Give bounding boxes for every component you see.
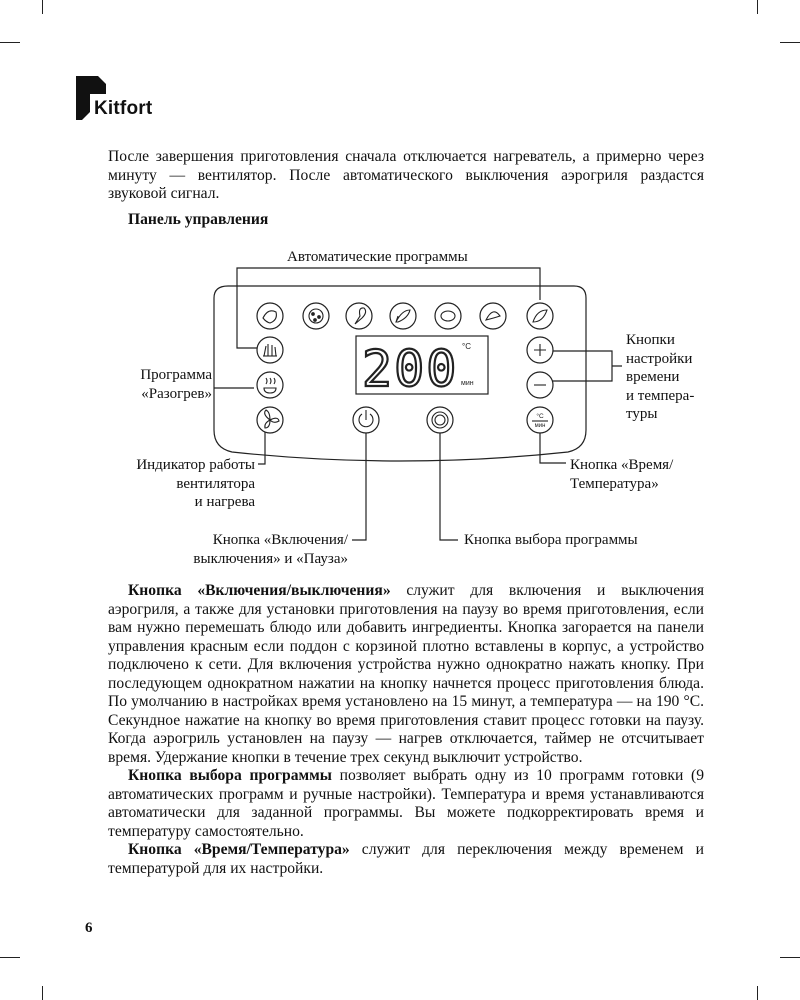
intro-paragraph: После завершения приготовления сначала отключается нагреватель, а примерно через минуту — вентилятор. После автоматического выключения аэрогриля раздастся звуковой сигнал.	[108, 148, 704, 202]
program-chicken-leg-button[interactable]	[346, 303, 372, 329]
label-preheat-line2: «Разогрев»	[141, 385, 212, 402]
program-fries-button[interactable]	[257, 337, 283, 363]
program-croissant-button[interactable]	[480, 303, 506, 329]
label-fan-line2: вентилятора	[176, 475, 255, 492]
label-tt-line1: Кнопка «Время/	[570, 457, 674, 473]
label-time-temp-adjust	[626, 331, 694, 424]
unit-celsius: °C	[462, 342, 471, 351]
label-fan-line3: и нагрева	[194, 494, 255, 510]
body-text	[108, 582, 704, 878]
term-power-button: Кнопка «Включения/выключения»	[128, 582, 391, 599]
term-time-temp-button: Кнопка «Время/Температура»	[128, 841, 350, 858]
label-time-temp-button	[570, 456, 673, 493]
program-pizza-button[interactable]	[303, 303, 329, 329]
label-auto-programs: Автоматические программы	[287, 249, 468, 265]
program-select-button[interactable]	[427, 407, 453, 433]
label-adjust-line1: Кнопки	[626, 332, 675, 348]
label-power-line2: выключения» и «Пауза»	[193, 550, 348, 567]
program-leader	[440, 432, 458, 540]
label-fan-indicator	[116, 456, 255, 512]
unit-minutes: мин	[461, 380, 474, 387]
program-steak-button[interactable]	[435, 303, 461, 329]
paragraph-program-text: позволяет выбрать одну из 10 программ готовки (9 автоматических программ и ручные настройки). Температура и время устанавливаются автоматически для заданной программы. Вы можете подкорректировать время и температуру самостоятельно.	[108, 767, 704, 840]
label-adjust-line2: настройки	[626, 350, 693, 367]
time-temp-leader	[540, 432, 566, 463]
program-preheat-button[interactable]	[257, 372, 283, 398]
paragraph-time-temp-text: служит для переключения между временем и температурой для их настройки.	[108, 841, 704, 877]
paragraph-power-button	[108, 582, 704, 767]
label-adjust-line5: туры	[626, 406, 658, 422]
label-fan-line1: Индикатор работы	[136, 457, 255, 473]
program-fish-button[interactable]	[390, 303, 416, 329]
fan-leader	[258, 432, 265, 464]
term-program-button: Кнопка выбора программы	[128, 767, 332, 784]
label-power-line1: Кнопка «Включения/	[212, 532, 348, 548]
label-adjust-line3: времени	[626, 369, 680, 385]
page-number: 6	[85, 920, 93, 936]
paragraph-time-temp-button	[108, 841, 704, 878]
label-preheat-line1: Программа	[140, 367, 212, 383]
label-adjust-line4: и темпера-	[626, 387, 695, 404]
program-bacon-button[interactable]	[527, 303, 553, 329]
time-temp-button[interactable]	[527, 407, 553, 433]
section-heading: Панель управления	[128, 211, 269, 228]
label-program-button: Кнопка выбора программы	[464, 532, 638, 548]
label-power-button	[150, 531, 348, 568]
time-temp-bottom-label: мин	[534, 423, 546, 429]
brand-name: Kitfort	[94, 98, 153, 119]
paragraph-program-button	[108, 767, 704, 841]
program-shrimp-button[interactable]	[257, 303, 283, 329]
time-temp-top-label: °C	[536, 413, 544, 420]
label-preheat	[116, 366, 212, 403]
display-value: 200	[362, 340, 459, 398]
paragraph-power-text: служит для включения и выключения аэрогриля, а также для установки приготовления на паузу во время приготовления, если вам нужно перемешать блюдо или добавить ингредиенты. Кнопка загорается на панели управления красным если поддон с корзиной плотно вставлены в корпус, а устройство подключено к сети. Для включения устройства нужно однократно нажать кнопку. При последующем однократном нажатии на кнопку начнется процесс приготовления блюда. По умолчанию в настройках время установлено на 15 минут, а температура — на 190 °С. Секундное нажатие на кнопку во время приготовления ставит процесс готовки на паузу. Когда аэрогриль установлен на паузу — нагрев отключается, таймер не отсчитывает время. Удержание кнопки в течение трех секунд выключит устройство.	[108, 582, 704, 766]
label-tt-line2: Температура»	[570, 475, 659, 492]
power-leader	[352, 432, 366, 540]
